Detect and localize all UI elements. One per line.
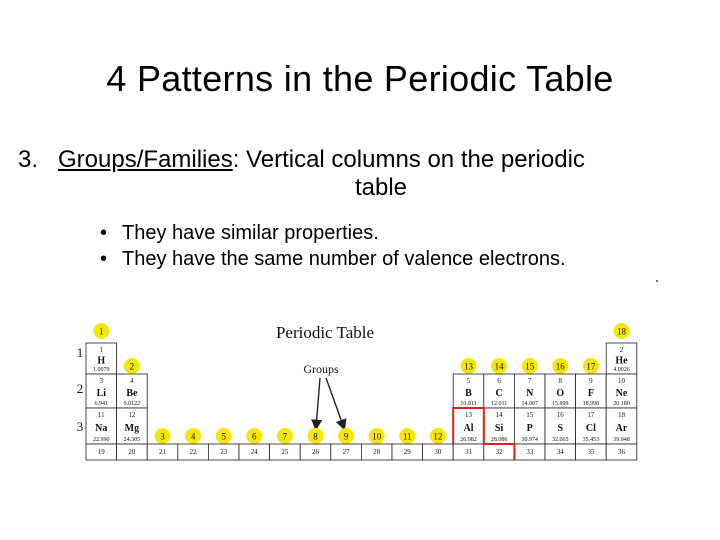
element-number: 26 bbox=[312, 448, 319, 456]
element-symbol: He bbox=[615, 355, 628, 367]
group-number-label: 13 bbox=[464, 361, 473, 372]
element-number: 1 bbox=[99, 346, 104, 354]
bullet-item: • They have similar properties. bbox=[100, 220, 566, 246]
element-number: 17 bbox=[587, 411, 595, 419]
group-number-label: 5 bbox=[221, 431, 226, 442]
element-number: 19 bbox=[97, 448, 105, 456]
element-number: 5 bbox=[466, 377, 471, 385]
element-number: 27 bbox=[342, 448, 350, 456]
element-symbol: Si bbox=[494, 423, 504, 434]
element-number: 9 bbox=[589, 377, 593, 385]
element-symbol: F bbox=[587, 388, 594, 399]
group-number-label: 18 bbox=[617, 326, 626, 337]
groups-label: Groups bbox=[303, 362, 339, 376]
slide-title: 4 Patterns in the Periodic Table bbox=[106, 58, 614, 99]
group-number-label: 2 bbox=[129, 361, 135, 372]
element-mass: 30.974 bbox=[521, 437, 538, 443]
element-number: 15 bbox=[526, 411, 534, 419]
element-mass: 15.999 bbox=[552, 401, 569, 407]
heading-number: 3. bbox=[18, 146, 39, 173]
element-number: 34 bbox=[556, 448, 564, 456]
element-mass: 32.065 bbox=[552, 437, 569, 443]
element-mass: 6.941 bbox=[94, 401, 109, 407]
element-number: 25 bbox=[281, 448, 289, 456]
group-number-label: 6 bbox=[252, 431, 257, 442]
element-number: 8 bbox=[558, 377, 563, 385]
element-number: 31 bbox=[465, 448, 472, 456]
element-number: 32 bbox=[495, 448, 503, 456]
group-number-label: 4 bbox=[190, 431, 196, 442]
period-label: 2 bbox=[76, 381, 84, 396]
element-number: 6 bbox=[497, 377, 501, 385]
element-mass: 22.990 bbox=[93, 437, 110, 443]
element-symbol: Cl bbox=[585, 423, 596, 434]
group-number-label: 7 bbox=[282, 431, 288, 442]
element-number: 18 bbox=[618, 411, 625, 419]
element-number: 23 bbox=[220, 448, 228, 456]
element-number: 28 bbox=[373, 448, 381, 456]
element-mass: 4.0026 bbox=[613, 367, 630, 373]
element-number: 14 bbox=[495, 411, 503, 419]
groups-arrow-right bbox=[326, 378, 344, 428]
element-number: 22 bbox=[189, 448, 197, 456]
heading-definition: : Vertical columns on the periodic bbox=[232, 146, 585, 173]
element-mass: 28.086 bbox=[490, 437, 508, 443]
element-symbol: C bbox=[495, 388, 503, 399]
element-number: 12 bbox=[128, 411, 136, 419]
element-symbol: O bbox=[556, 388, 565, 399]
element-number: 7 bbox=[527, 377, 532, 385]
group-number-label: 11 bbox=[402, 431, 412, 442]
element-number: 36 bbox=[618, 448, 625, 456]
element-number: 29 bbox=[403, 448, 411, 456]
period-label: 3 bbox=[76, 419, 84, 434]
element-mass: 18.998 bbox=[582, 401, 600, 407]
element-number: 16 bbox=[556, 411, 564, 419]
element-symbol: Mg bbox=[124, 423, 140, 434]
element-symbol: Be bbox=[126, 388, 138, 399]
element-mass: 14.007 bbox=[521, 401, 538, 407]
element-symbol: P bbox=[526, 423, 533, 434]
element-number: 24 bbox=[250, 448, 258, 456]
periodic-table-title: Periodic Table bbox=[275, 323, 375, 342]
element-mass: 1.0079 bbox=[93, 367, 110, 373]
heading-definition-line2: table bbox=[354, 174, 408, 201]
element-mass: 12.011 bbox=[490, 401, 508, 407]
element-mass: 20.180 bbox=[613, 401, 630, 407]
group-number-label: 12 bbox=[433, 431, 443, 442]
element-symbol: N bbox=[526, 388, 534, 399]
element-number: 3 bbox=[99, 377, 104, 385]
element-mass: 24.305 bbox=[123, 437, 141, 443]
group-number-label: 16 bbox=[555, 361, 565, 372]
group-number-label: 17 bbox=[586, 361, 596, 372]
group-number-label: 8 bbox=[313, 431, 318, 442]
element-mass: 35.453 bbox=[582, 437, 600, 443]
element-symbol: Ne bbox=[615, 388, 628, 399]
bullet-item: • They have the same number of valence electrons. bbox=[100, 246, 566, 272]
element-symbol: Na bbox=[95, 423, 108, 434]
group-number-label: 1 bbox=[99, 326, 104, 337]
element-symbol: Ar bbox=[615, 423, 628, 434]
element-mass: 10.811 bbox=[460, 401, 477, 407]
element-number: 20 bbox=[128, 448, 136, 456]
element-symbol: Li bbox=[96, 388, 107, 399]
element-number: 30 bbox=[434, 448, 442, 456]
group-number-label: 14 bbox=[494, 361, 504, 372]
element-number: 10 bbox=[618, 377, 625, 385]
group-number-label: 9 bbox=[343, 431, 349, 442]
element-mass: 39.948 bbox=[613, 437, 630, 443]
element-symbol: B bbox=[465, 388, 472, 399]
element-number: 33 bbox=[526, 448, 534, 456]
element-symbol: H bbox=[97, 355, 106, 367]
element-number: 2 bbox=[619, 346, 624, 354]
groups-arrow-left bbox=[316, 378, 320, 428]
heading-term: Groups/Families bbox=[58, 146, 233, 173]
element-mass: 9.0122 bbox=[123, 401, 141, 407]
element-number: 4 bbox=[130, 377, 134, 385]
element-number: 11 bbox=[97, 411, 105, 419]
group-number-label: 10 bbox=[372, 431, 382, 442]
element-symbol: Al bbox=[463, 423, 474, 434]
element-number: 35 bbox=[587, 448, 595, 456]
element-mass: 26.982 bbox=[460, 437, 477, 443]
element-number: 13 bbox=[465, 411, 472, 419]
group-number-label: 3 bbox=[160, 431, 165, 442]
period-label: 1 bbox=[76, 345, 84, 360]
element-number: 21 bbox=[159, 448, 166, 456]
element-symbol: S bbox=[557, 423, 564, 434]
group-number-label: 15 bbox=[525, 361, 535, 372]
